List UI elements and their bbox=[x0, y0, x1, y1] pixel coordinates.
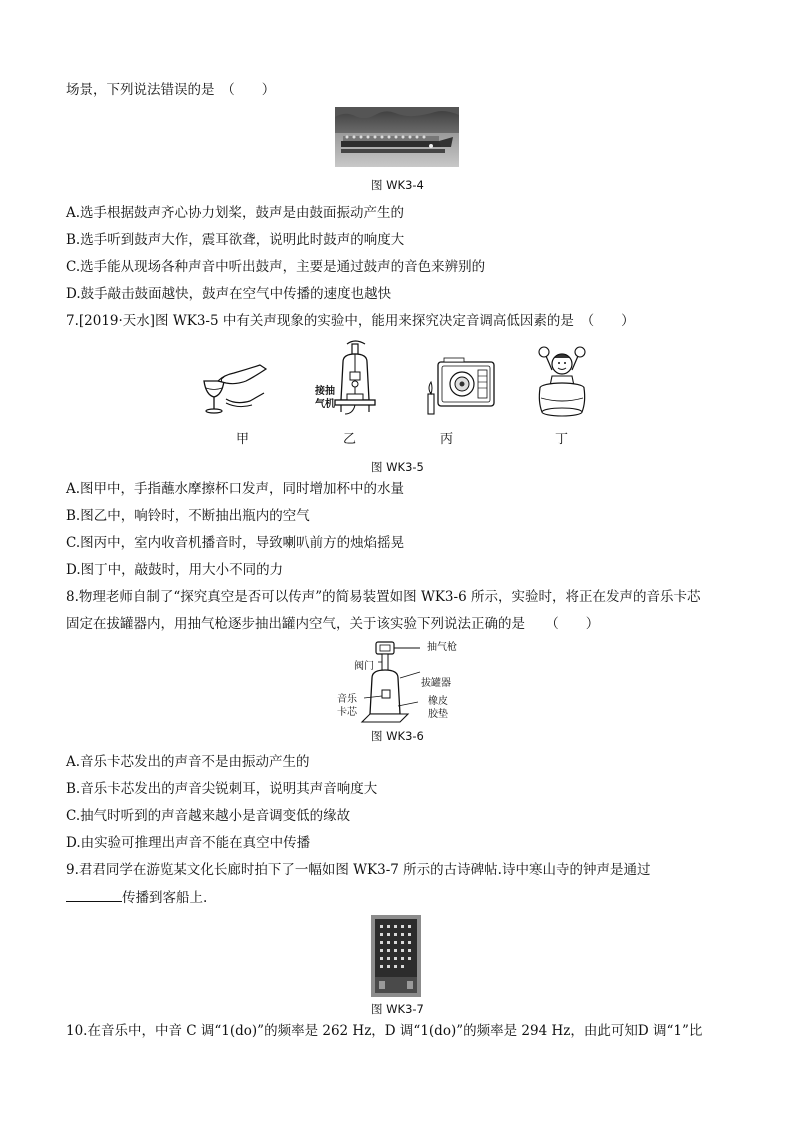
pump-label-2: 气机 bbox=[315, 399, 335, 410]
figure-caption-wk3-7: 图 WK3-7 bbox=[371, 1002, 424, 1016]
fig-label-yi: 乙 bbox=[343, 432, 357, 447]
pump-label-1: 接抽 bbox=[315, 386, 335, 397]
q9-stem-line-2 bbox=[66, 887, 207, 908]
label-card-2: 卡芯 bbox=[337, 707, 357, 718]
q6-option-a: A.选手根据鼓声齐心协力划桨，鼓声是由鼓面振动产生的 bbox=[66, 205, 405, 221]
q9-stem-line-1: 9.君君同学在游览某文化长廊时拍下了一幅如图 WK3-7 所示的古诗碑帖.诗中寒山寺的钟声是通过 bbox=[66, 862, 651, 878]
q8-stem-line-2: 固定在拔罐器内，用抽气枪逐步抽出罐内空气，关于该实验下列说法正确的是 （ ） bbox=[66, 616, 600, 632]
label-pad-1: 橡皮 bbox=[428, 696, 448, 707]
wine-glass-hand-illustration bbox=[200, 355, 270, 417]
q8-option-d: D.由实验可推理出声音不能在真空中传播 bbox=[66, 835, 311, 851]
fig-label-jia: 甲 bbox=[236, 432, 250, 447]
q6-stem-tail: 场景，下列说法错误的是 （ ） bbox=[66, 82, 276, 98]
q8-stem-line-1: 8.物理老师自制了“探究真空是否可以传声”的简易装置如图 WK3-6 所示，实验时，将正在发声的音乐卡芯 bbox=[66, 589, 701, 605]
q8-option-b: B.音乐卡芯发出的声音尖锐刺耳，说明其声音响度大 bbox=[66, 781, 378, 797]
dragon-boat-photo bbox=[335, 107, 459, 167]
drum-child-illustration bbox=[534, 342, 590, 422]
label-cup: 拔罐器 bbox=[421, 678, 451, 689]
fig-label-ding: 丁 bbox=[555, 432, 569, 447]
q7-option-d: D.图丁中，敲鼓时，用大小不同的力 bbox=[66, 562, 284, 578]
q7-option-a: A.图甲中，手指蘸水摩擦杯口发声，同时增加杯中的水量 bbox=[66, 481, 405, 497]
q6-option-c: C.选手能从现场各种声音中听出鼓声，主要是通过鼓声的音色来辨别的 bbox=[66, 259, 486, 275]
label-card-1: 音乐 bbox=[337, 694, 357, 705]
stele-photo bbox=[371, 915, 421, 997]
q7-stem: 7.[2019·天水]图 WK3-5 中有关声现象的实验中，能用来探究决定音调高低因素的是 （ ） bbox=[66, 313, 635, 329]
q9-answer-blank[interactable] bbox=[66, 887, 122, 902]
figure-caption-wk3-4: 图 WK3-4 bbox=[371, 178, 424, 192]
fig-label-bing: 丙 bbox=[440, 432, 454, 447]
radio-candle-illustration bbox=[420, 356, 500, 418]
label-valve: 阀门 bbox=[354, 661, 374, 672]
figure-caption-wk3-5: 图 WK3-5 bbox=[371, 460, 424, 474]
q7-option-b: B.图乙中，响铃时，不断抽出瓶内的空气 bbox=[66, 508, 310, 524]
label-pad-2: 胶垫 bbox=[428, 709, 448, 720]
q9-stem-line-2-text: 传播到客船上. bbox=[122, 890, 208, 906]
q8-option-c: C.抽气时听到的声音越来越小是音调变低的缘故 bbox=[66, 808, 351, 824]
label-gun: 抽气枪 bbox=[427, 642, 457, 653]
q6-option-b: B.选手听到鼓声大作，震耳欲聋，说明此时鼓声的响度大 bbox=[66, 232, 405, 248]
q8-option-a: A.音乐卡芯发出的声音不是由振动产生的 bbox=[66, 754, 310, 770]
q7-option-c: C.图丙中，室内收音机播音时，导致喇叭前方的烛焰摇晃 bbox=[66, 535, 405, 551]
q10-stem-line-1: 10.在音乐中，中音 C 调“1(do)”的频率是 262 Hz，D 调“1(do)”的频率是 294 Hz，由此可知D 调“1”比 bbox=[66, 1023, 703, 1039]
q6-option-d: D.鼓手敲击鼓面越快，鼓声在空气中传播的速度也越快 bbox=[66, 286, 392, 302]
figure-caption-wk3-6: 图 WK3-6 bbox=[371, 729, 424, 743]
